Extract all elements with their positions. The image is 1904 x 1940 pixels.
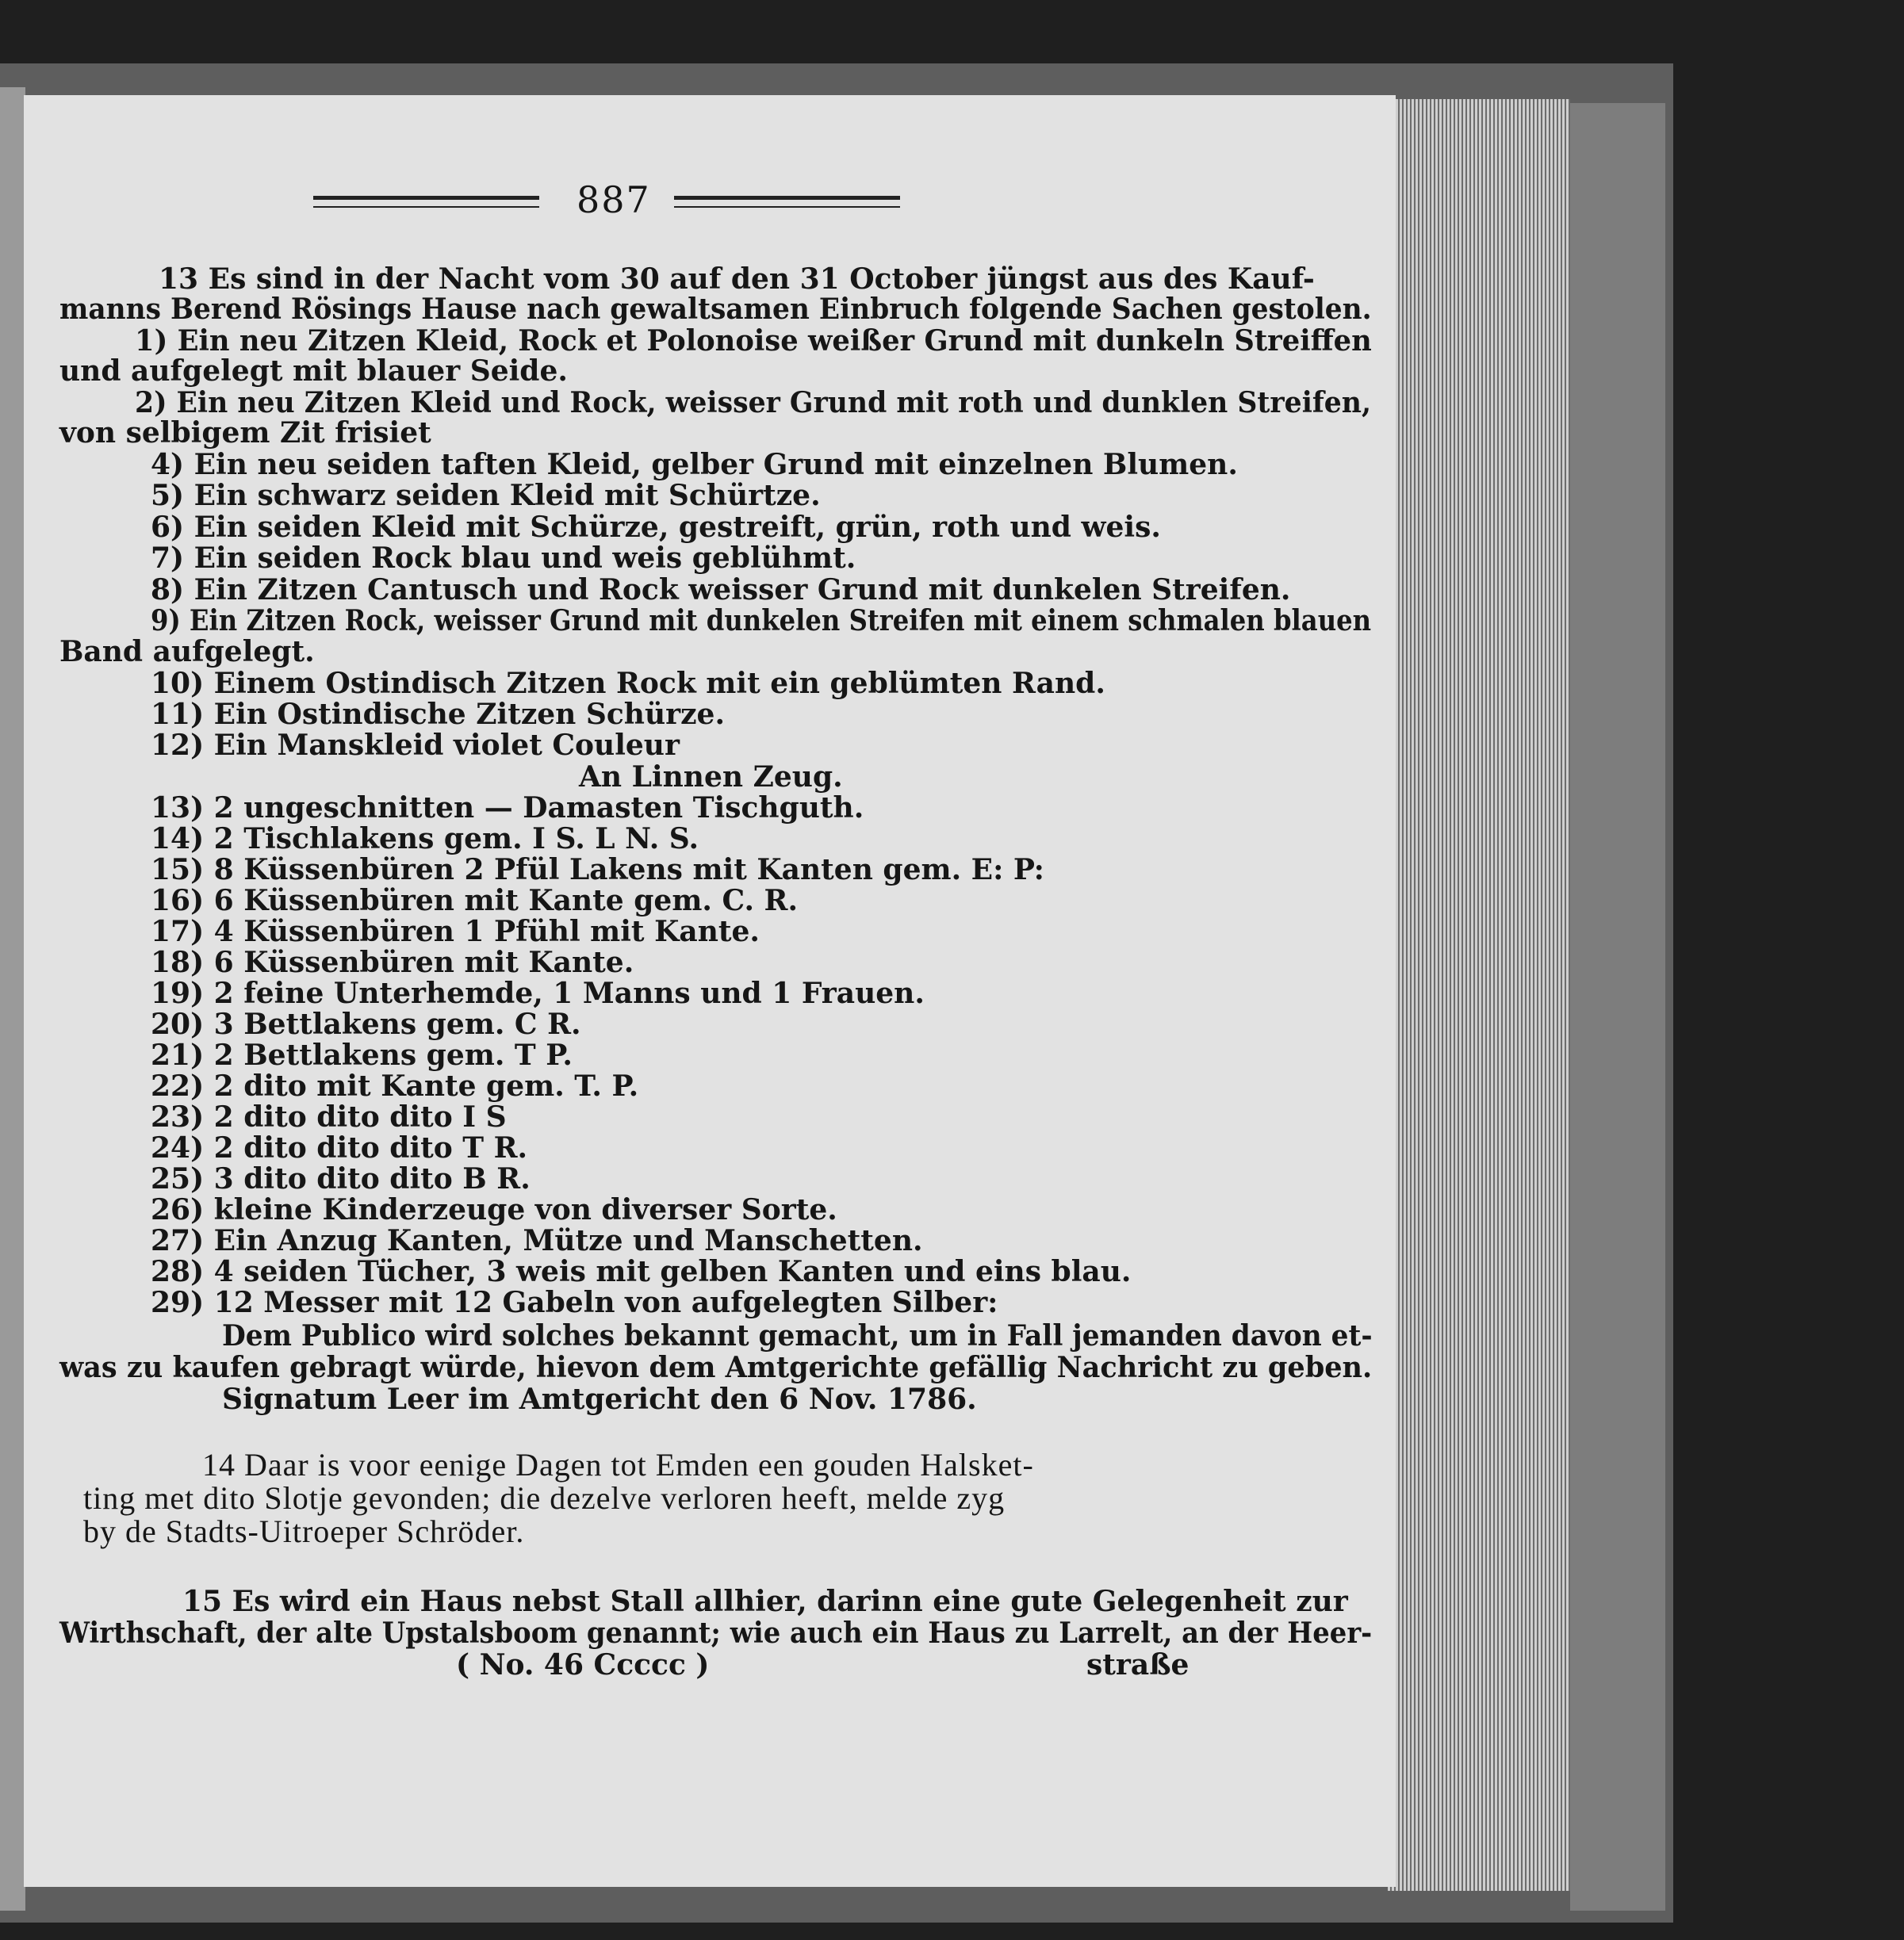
page-number: 887 [577, 178, 651, 221]
text-line: 13 Es sind in der Nacht vom 30 auf den 31 October jüngst aus des Kauf- [159, 262, 1315, 296]
text-line: 1) Ein neu Zitzen Kleid, Rock et Polonoise weißer Grund mit dunkeln Streiffen [135, 324, 1372, 358]
text-line: von selbigem Zit frisiet [59, 416, 431, 450]
page-header [24, 178, 1396, 226]
text-line: 18) 6 Küssenbüren mit Kante. [151, 946, 634, 979]
text-line: 14 Daar is voor eenige Dagen tot Emden een gouden Halsket- [202, 1447, 1034, 1483]
text-line: 26) kleine Kinderzeuge von diverser Sorte. [151, 1193, 837, 1226]
facing-page-edge [0, 87, 25, 1911]
text-line: was zu kaufen gebragt würde, hievon dem Amtgerichte gefällig Nachricht zu geben. [59, 1351, 1373, 1384]
text-line: 19) 2 feine Unterhemde, 1 Manns und 1 Frauen. [151, 977, 925, 1010]
text-line: Signatum Leer im Amtgericht den 6 Nov. 1786. [222, 1383, 977, 1416]
text-line: Dem Publico wird solches bekannt gemacht, um in Fall jemanden davon et- [222, 1319, 1373, 1353]
text-line: 5) Ein schwarz seiden Kleid mit Schürtze. [151, 479, 821, 512]
text-line: 24) 2 dito dito dito T R. [151, 1131, 528, 1165]
text-line: 28) 4 seiden Tücher, 3 weis mit gelben Kanten und eins blau. [151, 1255, 1132, 1288]
text-line: 13) 2 ungeschnitten — Damasten Tischguth. [151, 791, 864, 825]
text-line: 17) 4 Küssenbüren 1 Pfühl mit Kante. [151, 915, 760, 948]
text-line: 4) Ein neu seiden taften Kleid, gelber Grund mit einzelnen Blumen. [151, 448, 1238, 481]
text-line: 11) Ein Ostindische Zitzen Schürze. [151, 698, 725, 731]
text-line: 16) 6 Küssenbüren mit Kante gem. C. R. [151, 884, 799, 917]
text-line: 10) Einem Ostindisch Zitzen Rock mit ein geblümten Rand. [151, 667, 1105, 700]
text-line: 8) Ein Zitzen Cantusch und Rock weisser Grund mit dunkelen Streifen. [151, 573, 1291, 606]
text-line: 23) 2 dito dito dito I S [151, 1100, 507, 1134]
text-line: 25) 3 dito dito dito B R. [151, 1162, 531, 1196]
book-spine [1570, 103, 1665, 1911]
text-line: Band aufgelegt. [59, 635, 315, 668]
text-line: 7) Ein seiden Rock blau und weis geblühmt. [151, 541, 856, 575]
text-line: ting met dito Slotje gevonden; die dezelve verloren heeft, melde zyg [83, 1480, 1006, 1516]
text-line: ( No. 46 Ccccc ) [456, 1648, 710, 1682]
text-line: 12) Ein Manskleid violet Couleur [151, 729, 680, 762]
text-line: und aufgelegt mit blauer Seide. [59, 354, 568, 388]
text-line: by de Stadts-Uitroeper Schröder. [83, 1513, 525, 1549]
page-edges [1388, 99, 1570, 1891]
text-line: manns Berend Rösings Hause nach gewaltsamen Einbruch folgende Sachen gestolen. [59, 293, 1372, 326]
text-line: 22) 2 dito mit Kante gem. T. P. [151, 1069, 639, 1103]
text-line: 20) 3 Bettlakens gem. C R. [151, 1008, 581, 1041]
text-line: 27) Ein Anzug Kanten, Mütze und Manschetten. [151, 1224, 923, 1257]
text-line: 6) Ein seiden Kleid mit Schürze, gestreift, grün, roth und weis. [151, 511, 1161, 544]
printed-page [24, 95, 1396, 1887]
text-line: 29) 12 Messer mit 12 Gabeln von aufgelegten Silber: [151, 1286, 998, 1319]
text-line: straße [1086, 1648, 1190, 1682]
header-rule-right [674, 196, 900, 208]
text-line: 15 Es wird ein Haus nebst Stall allhier, darinn eine gute Gelegenheit zur [182, 1585, 1348, 1618]
text-line: 2) Ein neu Zitzen Kleid und Rock, weisser Grund mit roth und dunklen Streifen, [135, 386, 1372, 419]
text-line: 21) 2 Bettlakens gem. T P. [151, 1039, 573, 1072]
text-line: 14) 2 Tischlakens gem. I S. L N. S. [151, 822, 699, 855]
text-line: 15) 8 Küssenbüren 2 Pfül Lakens mit Kanten gem. E: P: [151, 853, 1044, 886]
header-rule-left [313, 196, 539, 208]
text-line: Wirthschaft, der alte Upstalsboom genannt; wie auch ein Haus zu Larrelt, an der Heer- [59, 1617, 1373, 1650]
text-line: 9) Ein Zitzen Rock, weisser Grund mit dunkelen Streifen mit einem schmalen blauen [151, 604, 1372, 637]
text-line: An Linnen Zeug. [579, 760, 843, 794]
